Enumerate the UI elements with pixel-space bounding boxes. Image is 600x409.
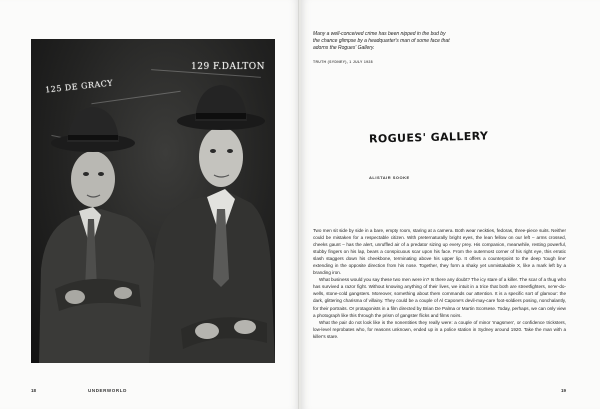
article-title: ROGUES' GALLERY (368, 129, 489, 146)
body-paragraph-2: What business would you say these two men were in? Is there any doubt? The icy stare of a killer. The scar of a thug who has survived a razor fight. Without knowing anything of their lives, we intuit in a trice that both are streetfighters, ne'er-do-wells, stone-cold gangsters. Moreover, something about them commands our attention. It is a specific sort of glamour: the dark, glittering charisma of villainy. They could be a couple of Al Capone's devil-may-care foot-soldiers posing, nonchalantly, for their portraits. Or protagonists in a film directed by Brian De Palma or Martin Scorsese. Today, perhaps, we can only view a photograph like this through the prism of gangster flicks and films noirs. (313, 277, 567, 318)
photo-caption-left: 125 DE GRACY (44, 78, 114, 95)
epigraph-source: TRUTH (SYDNEY), 1 JULY 1928 (313, 60, 373, 64)
photo-caption-right: 129 F.DALTON (191, 62, 265, 72)
left-page (0, 0, 299, 409)
article-body (313, 227, 566, 340)
folio-right: 19 (561, 388, 567, 393)
right-man-figure (149, 85, 275, 363)
mugshot-photo (31, 39, 275, 363)
author-byline: ALISTAIR SOOKE (369, 175, 410, 180)
epigraph-quote: Many a well-conceived crime has been nipped in the bud by the chance glimpse by a headquarter's man of some face that adorns the Rogues' Gallery. (313, 31, 450, 51)
folio-left: 18 (31, 388, 37, 393)
body-paragraph-1: Two men sit side by side in a bare, empty room, staring at a camera. Both wear neckties, fedoras, three-piece suits. Neither could be mistaken for a respectable citizen. With preternaturally bright eyes, the lean fellow on our left – arms crossed, cheeks gaunt – has the alert, unruffled air of a predator sizing up every prey. His companion, meanwhile, resting powerful, stubby fingers on his lap, bears a conspicuous scar upon his face. From the outermost corner of his right eye, this erratic slash staggers down his cheekbone, terminating above his upper lip. It offers a counterpoint to the deep 'tough line' extending in the opposite direction from his nose. Together, they form a shaky yet unmistakable X, like a mark left by a branding iron. (313, 228, 566, 276)
left-man-figure (39, 107, 159, 363)
body-paragraph-3: What the pair do not look like is the nonentities they really were: a couple of minor 'magsmen', or confidence tricksters, low-level reprobates who, for reasons unknown, ended up in a police station in Sydney around 1920. Take the man with a killer's stare. (313, 319, 566, 339)
running-head: UNDERWORLD (88, 388, 127, 393)
